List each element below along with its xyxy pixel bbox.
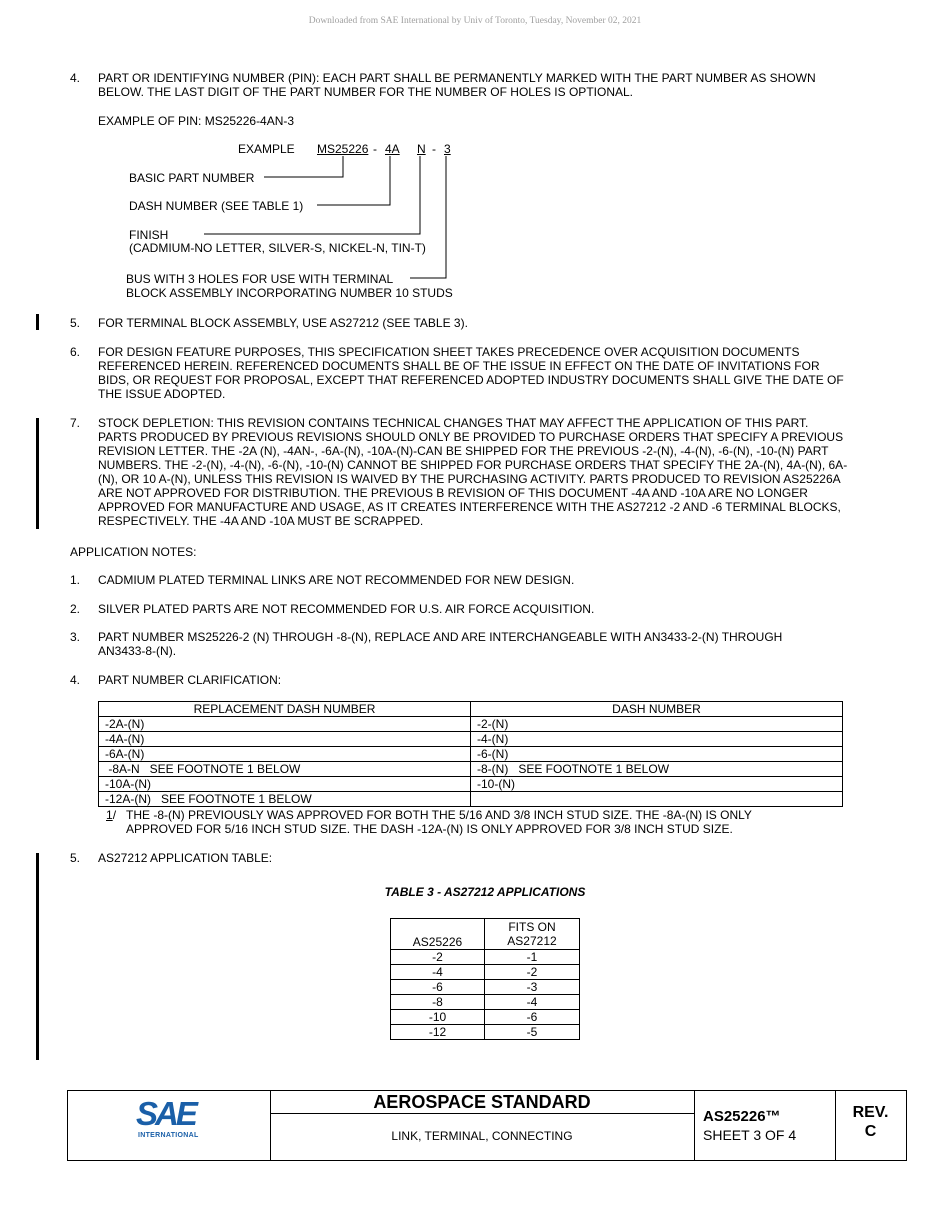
item-4-number: 4.	[70, 71, 81, 85]
table-cell: -8	[391, 995, 485, 1010]
table-header-row	[391, 919, 580, 950]
item-6-number: 6.	[70, 345, 81, 359]
table-cell: -2-(N)	[471, 717, 843, 732]
item-7-line: PARTS PRODUCED BY PREVIOUS REVISIONS SHOULD ONLY BE PROVIDED TO PURCHASE ORDERS THAT SPECIFY A PREVIOUS	[98, 430, 844, 444]
note-2-text: SILVER PLATED PARTS ARE NOT RECOMMENDED FOR U.S. AIR FORCE ACQUISITION.	[98, 602, 595, 616]
table-cell: -2	[391, 950, 485, 965]
pin-dash-sep: -	[373, 142, 377, 156]
table-row	[391, 1025, 580, 1040]
table-cell: -2A-(N)	[99, 717, 471, 732]
document-title: LINK, TERMINAL, CONNECTING	[391, 1129, 573, 1143]
item-7-line: STOCK DEPLETION: THIS REVISION CONTAINS TECHNICAL CHANGES THAT MAY AFFECT THE APPLICATION OF THIS PART.	[98, 416, 809, 430]
column-header: REPLACEMENT DASH NUMBER	[99, 702, 471, 717]
change-bar	[36, 418, 39, 529]
item-7-text	[98, 416, 883, 528]
table-3-title: TABLE 3 - AS27212 APPLICATIONS	[384, 885, 586, 899]
dash-number-label: DASH NUMBER (SEE TABLE 1)	[129, 199, 304, 213]
item-5-text: FOR TERMINAL BLOCK ASSEMBLY, USE AS27212 (SEE TABLE 3).	[98, 316, 468, 330]
table-header-row	[99, 702, 843, 717]
sheet-number: SHEET 3 OF 4	[703, 1127, 797, 1143]
note-2-number: 2.	[70, 602, 81, 616]
table-cell: -5	[485, 1025, 580, 1040]
change-bar	[36, 314, 39, 330]
revision-cell	[835, 1091, 906, 1160]
table-cell: -1	[485, 950, 580, 965]
doc-number-cell	[694, 1091, 836, 1160]
table-row	[99, 717, 843, 732]
footnote-line: THE -8-(N) PREVIOUSLY WAS APPROVED FOR BOTH THE 5/16 AND 3/8 INCH STUD SIZE. THE -8A-(N) IS ONLY	[126, 808, 752, 822]
basic-part-label: BASIC PART NUMBER	[129, 171, 255, 185]
table-row	[99, 747, 843, 762]
item-7-line: APPROVED FOR MANUFACTURE AND USAGE, AS IT CREATES INTERFERENCE WITH THE AS27212 -2 AND -6 TERMINAL BLOCKS,	[98, 500, 841, 514]
note-1-text: CADMIUM PLATED TERMINAL LINKS ARE NOT RECOMMENDED FOR NEW DESIGN.	[98, 573, 575, 587]
revision-letter: C	[864, 1123, 877, 1140]
item-6-text	[98, 345, 883, 401]
note-3-line: PART NUMBER MS25226-2 (N) THROUGH -8-(N), REPLACE AND ARE INTERCHANGEABLE WITH AN3433-2-(N) THROUGH	[98, 630, 783, 644]
item-7-line: REVISION LETTER. THE -2A (N), -4AN-, -6A-(N), -10A-(N)-CAN BE SHIPPED FOR THE PREVIOUS -2-(N), -4-(N), -6-(N), -10-(N) PART	[98, 444, 829, 458]
table-cell: -4	[485, 995, 580, 1010]
revision-label: REV.	[852, 1104, 889, 1121]
item-7-line: RESPECTIVELY. THE -4A AND -10A MUST BE SCRAPPED.	[98, 514, 424, 528]
footnote-text	[126, 808, 752, 836]
table-cell: -10-(N)	[471, 777, 843, 792]
pin-dash-sep: -	[432, 142, 436, 156]
table-row	[391, 995, 580, 1010]
note-5-number: 5.	[70, 851, 81, 865]
note-4-number: 4.	[70, 673, 81, 687]
title-block	[67, 1090, 907, 1161]
example-label: EXAMPLE	[238, 142, 295, 156]
note-3-number: 3.	[70, 630, 81, 644]
sae-logo-subtitle: INTERNATIONAL	[138, 1132, 199, 1139]
pin-basic: MS25226	[317, 142, 369, 156]
application-notes-heading: APPLICATION NOTES:	[70, 545, 197, 559]
item-4-line: BELOW. THE LAST DIGIT OF THE PART NUMBER FOR THE NUMBER OF HOLES IS OPTIONAL.	[98, 85, 633, 99]
title-cell	[270, 1091, 695, 1160]
finish-detail: (CADMIUM-NO LETTER, SILVER-S, NICKEL-N, TIN-T)	[129, 241, 426, 255]
clarification-table	[98, 701, 843, 807]
pin-finish: N	[417, 142, 426, 156]
table-cell: -3	[485, 980, 580, 995]
document-number: AS25226™	[703, 1108, 781, 1125]
table-cell: -6	[485, 1010, 580, 1025]
table-row	[99, 792, 843, 807]
table-cell: -6-(N)	[471, 747, 843, 762]
table-row	[99, 777, 843, 792]
table-cell: -4-(N)	[471, 732, 843, 747]
note-5-text: AS27212 APPLICATION TABLE:	[98, 851, 273, 865]
table-cell: -12	[391, 1025, 485, 1040]
note-1-number: 1.	[70, 573, 81, 587]
footnote-slash: /	[112, 808, 117, 822]
item-6-line: THE ISSUE ADOPTED.	[98, 387, 226, 401]
table-row	[99, 762, 843, 777]
bus-label: BLOCK ASSEMBLY INCORPORATING NUMBER 10 STUDS	[126, 286, 453, 300]
column-header: DASH NUMBER	[471, 702, 843, 717]
item-6-line: FOR DESIGN FEATURE PURPOSES, THIS SPECIFICATION SHEET TAKES PRECEDENCE OVER ACQUISITION DOCUMENTS	[98, 345, 800, 359]
example-pin: EXAMPLE OF PIN: MS25226-4AN-3	[98, 114, 295, 128]
note-3-text	[98, 630, 883, 658]
bus-label: BUS WITH 3 HOLES FOR USE WITH TERMINAL	[126, 272, 394, 286]
table-row	[99, 732, 843, 747]
sae-logo: SAE	[136, 1095, 195, 1132]
finish-label: FINISH	[129, 228, 169, 242]
download-notice: Downloaded from SAE International by Univ of Toronto, Tuesday, November 02, 2021	[308, 16, 642, 26]
table-cell: -4A-(N)	[99, 732, 471, 747]
column-header-line: AS27212	[507, 934, 557, 948]
standard-heading: AEROSPACE STANDARD	[270, 1091, 694, 1114]
note-3-line: AN3433-8-(N).	[98, 644, 177, 658]
table-row	[391, 980, 580, 995]
item-6-line: BIDS, OR REQUEST FOR PROPOSAL, EXCEPT THAT REFERENCED ADOPTED INDUSTRY DOCUMENTS SHALL GIVE THE DATE OF	[98, 373, 844, 387]
item-7-number: 7.	[70, 416, 81, 430]
table-cell: -6	[391, 980, 485, 995]
table-row	[391, 965, 580, 980]
item-6-line: REFERENCED HEREIN. REFERENCED DOCUMENTS SHALL BE OF THE ISSUE IN EFFECT ON THE DATE OF INVITATIONS FOR	[98, 359, 820, 373]
table-row	[391, 950, 580, 965]
as27212-applications-table	[390, 918, 580, 1040]
table-cell	[471, 792, 843, 807]
pin-dash-number: 4A	[385, 142, 400, 156]
item-7-line: ARE NOT APPROVED FOR DISTRIBUTION. THE PREVIOUS B REVISION OF THIS DOCUMENT -4A AND -10A ARE NO LONGER	[98, 486, 808, 500]
logo-cell	[68, 1091, 271, 1160]
column-header: AS25226	[391, 919, 485, 950]
table-cell: -10A-(N)	[99, 777, 471, 792]
footnote-marker	[106, 808, 116, 822]
note-4-text: PART NUMBER CLARIFICATION:	[98, 673, 282, 687]
table-cell: -8A-N SEE FOOTNOTE 1 BELOW	[99, 762, 471, 777]
pin-holes: 3	[444, 142, 451, 156]
table-cell: -6A-(N)	[99, 747, 471, 762]
item-7-line: (N), OR 10 A-(N), UNLESS THIS REVISION IS WAIVED BY THE PURCHASING ACTIVITY. PARTS PRODUCED TO REVISION AS25226A	[98, 472, 841, 486]
table-row	[391, 1010, 580, 1025]
item-5-number: 5.	[70, 316, 81, 330]
pin-leader-lines	[0, 0, 950, 310]
footnote-number: 1	[106, 808, 113, 822]
footnote-line: APPROVED FOR 5/16 INCH STUD SIZE. THE DASH -12A-(N) IS ONLY APPROVED FOR 3/8 INCH STUD SIZE.	[126, 822, 733, 836]
item-4-line: PART OR IDENTIFYING NUMBER (PIN): EACH PART SHALL BE PERMANENTLY MARKED WITH THE PART NUMBER AS SHOWN	[98, 71, 816, 85]
column-header	[485, 919, 580, 950]
column-header-line: FITS ON	[508, 920, 556, 934]
table-cell: -8-(N) SEE FOOTNOTE 1 BELOW	[471, 762, 843, 777]
table-cell: -2	[485, 965, 580, 980]
table-cell: -12A-(N) SEE FOOTNOTE 1 BELOW	[99, 792, 471, 807]
item-7-line: NUMBERS. THE -2-(N), -4-(N), -6-(N), -10-(N) CANNOT BE SHIPPED FOR PURCHASE ORDERS THAT SPECIFY THE 2A-(N), 4A-(N), 6A-	[98, 458, 848, 472]
table-cell: -10	[391, 1010, 485, 1025]
table-cell: -4	[391, 965, 485, 980]
